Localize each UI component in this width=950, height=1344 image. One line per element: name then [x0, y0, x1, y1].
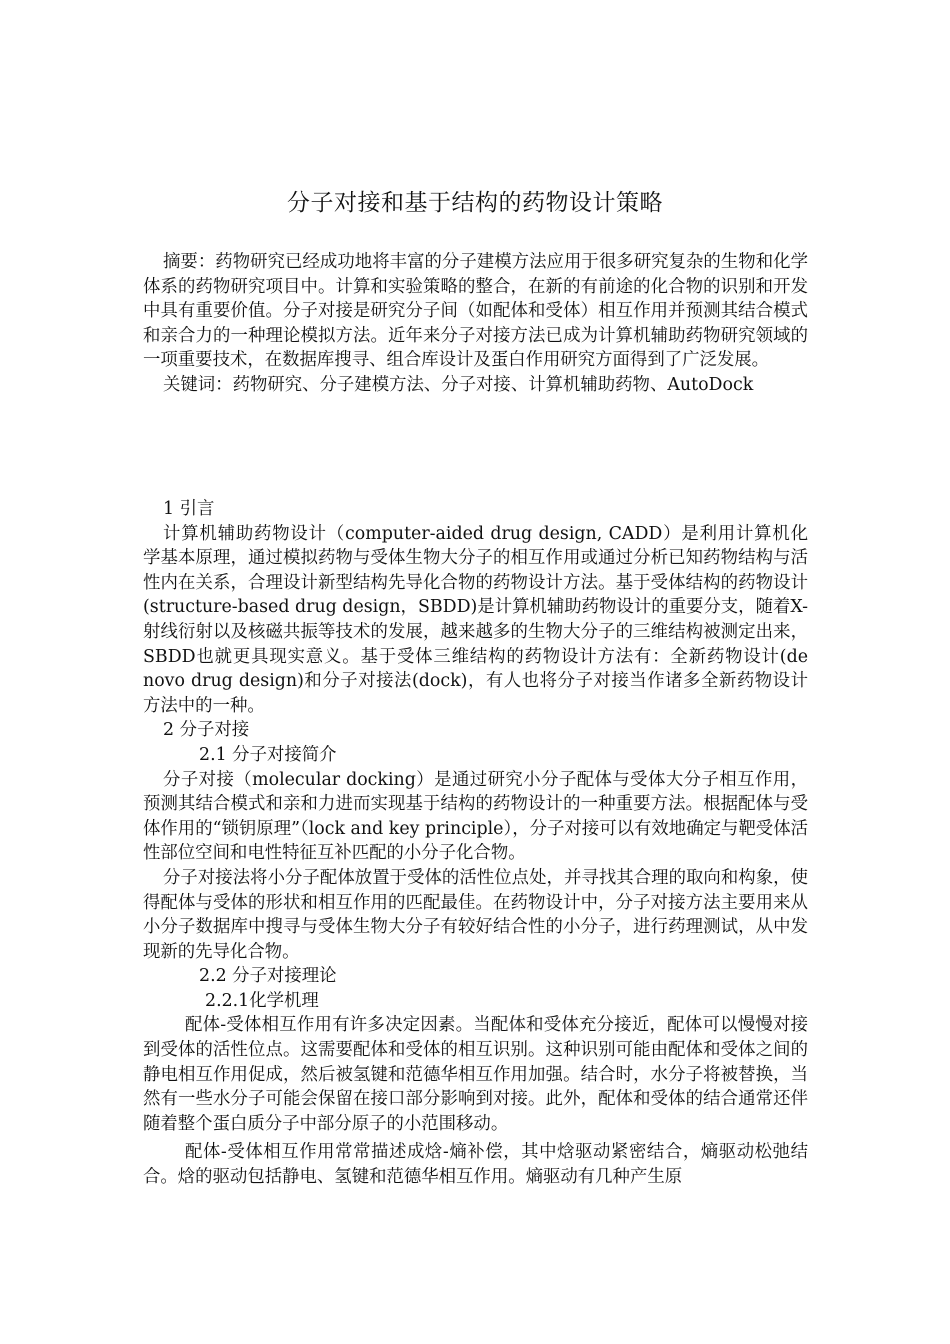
section-heading-introduction: 1 引言: [163, 499, 215, 519]
introduction-paragraph: 计算机辅助药物设计（computer-aided drug design, CADD）是利用计算机化学基本原理，通过模拟药物与受体生物大分子的相互作用或通过分析已知药物结构与活性内在关系，合理设计新型结构先导化合物的药物设计方法。基于受体结构的药物设计(structure-based drug design，SBDD)是计算机辅助药物设计的重要分支，随着X-射线衍射以及核磁共振等技术的发展，越来越多的生物大分子的三维结构被测定出来，SBDD也就更具现实意义。基于受体三维结构的药物设计方法有：全新药物设计(de novo drug design)和分子对接法(dock)，有人也将分子对接当作诸多全新药物设计方法中的一种。: [143, 523, 808, 716]
chemistry-paragraph-1: 配体-受体相互作用有许多决定因素。当配体和受体充分接近，配体可以慢慢对接到受体的活性位点。这需要配体和受体的相互识别。这种识别可能由配体和受体之间的静电相互作用促成，然后被氢键和范德华相互作用加强。结合时，水分子将被替换，当然有一些水分子可能会保留在接口部分影响到对接。此外，配体和受体的结合通常还伴随着整个蛋白质分子中部分原子的小范围移动。: [143, 1015, 808, 1134]
keywords-line: 关键词：药物研究、分子建模方法、分子对接、计算机辅助药物、AutoDock: [163, 374, 754, 395]
subsection-heading-intro: 2.1 分子对接简介: [199, 744, 337, 765]
abstract-block: [143, 250, 808, 398]
docking-intro-paragraph-1: 分子对接（molecular docking）是通过研究小分子配体与受体大分子相互作用，预测其结合模式和亲和力进而实现基于结构的药物设计的一种重要方法。根据配体与受体作用的“锁钥原理”（lock and key principle），分子对接可以有效地确定与靶受体活性部位空间和电性特征互补匹配的小分子化合物。: [143, 769, 808, 864]
page-title: 分子对接和基于结构的药物设计策略: [287, 190, 663, 216]
chemistry-paragraph-2: 配体-受体相互作用常常描述成焓-熵补偿，其中焓驱动紧密结合，熵驱动松弛结合。焓的驱动包括静电、氢键和范德华相互作用。熵驱动有几种产生原: [143, 1142, 808, 1188]
body-block: [143, 497, 808, 1190]
docking-intro-paragraph-2: 分子对接法将小分子配体放置于受体的活性位点处，并寻找其合理的取向和构象，使得配体与受体的形状和相互作用的匹配最佳。在药物设计中，分子对接方法主要用来从小分子数据库中搜寻与受体生物大分子有较好结合性的小分子，进行药理测试，从中发现新的先导化合物。: [143, 867, 808, 962]
section-heading-docking: 2 分子对接: [163, 720, 250, 741]
subsubsection-heading-chemistry: 2.2.1化学机理: [205, 990, 319, 1011]
subsection-heading-theory: 2.2 分子对接理论: [199, 966, 337, 987]
abstract-paragraph: 摘要：药物研究已经成功地将丰富的分子建模方法应用于很多研究复杂的生物和化学体系的药物研究项目中。计算和实验策略的整合，在新的有前途的化合物的识别和开发中具有重要价值。分子对接是研究分子间（如配体和受体）相互作用并预测其结合模式和亲合力的一种理论模拟方法。近年来分子对接方法已成为计算机辅助药物研究领域的一项重要技术，在数据库搜寻、组合库设计及蛋白作用研究方面得到了广泛发展。: [143, 252, 808, 371]
